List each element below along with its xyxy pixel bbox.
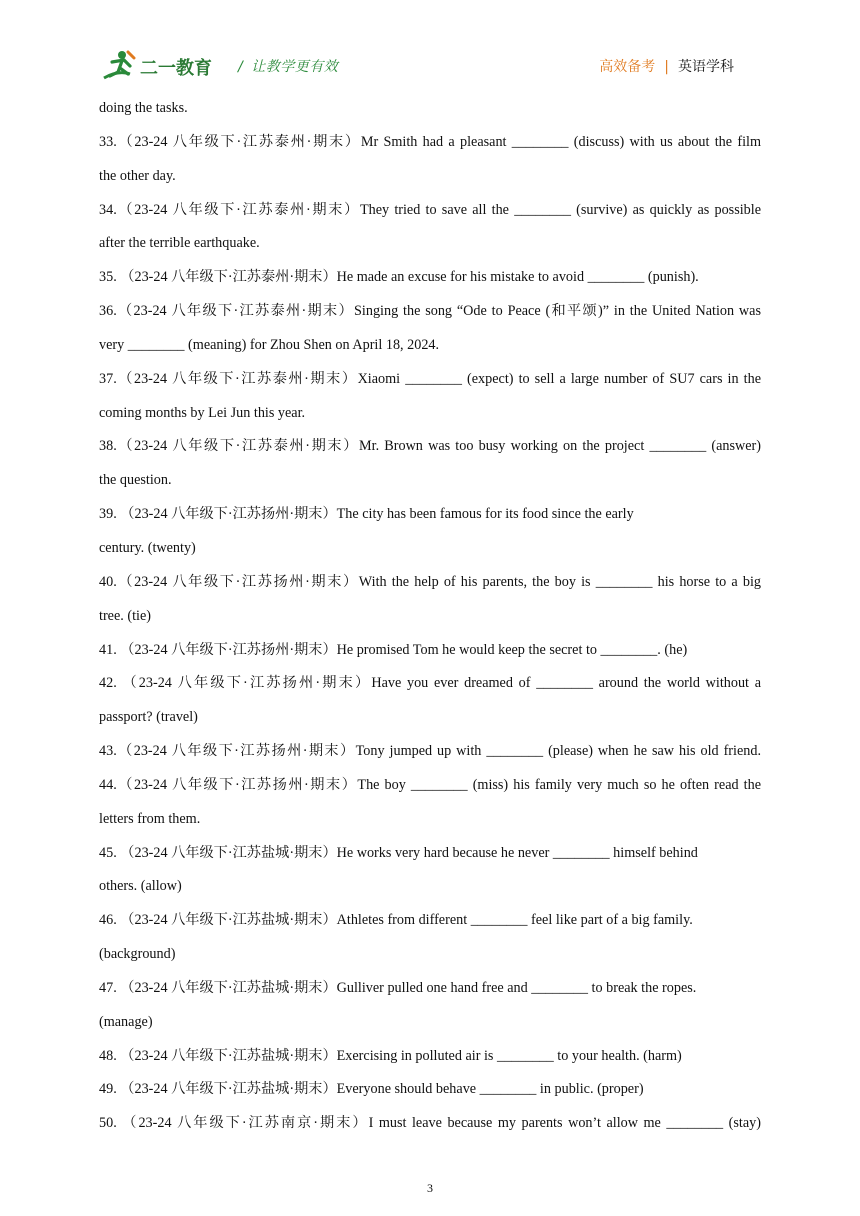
text-line: 38.（23-24 八年级下·江苏泰州·期末）Mr. Brown was too busy working on the project ________ (answer)	[99, 438, 761, 455]
text-line: passport? (travel)	[99, 709, 198, 726]
text-line: 43.（23-24 八年级下·江苏扬州·期末）Tony jumped up with ________ (please) when he saw his old friend.	[99, 743, 761, 760]
text-line: 47. （23-24 八年级下·江苏盐城·期末）Gulliver pulled one hand free and ________ to break the ropes.	[99, 979, 697, 996]
logo-text: 二一教育	[140, 58, 212, 79]
text-line: 33.（23-24 八年级下·江苏泰州·期末）Mr Smith had a pleasant ________ (discuss) with us about the film	[99, 133, 761, 150]
text-line: 48. （23-24 八年级下·江苏盐城·期末）Exercising in polluted air is ________ to your health. (harm)	[99, 1047, 682, 1064]
text-line: the other day.	[99, 167, 176, 184]
text-line: (manage)	[99, 1013, 153, 1030]
text-line: 44.（23-24 八年级下·江苏扬州·期末）The boy ________ (miss) his family very much so he often read the	[99, 776, 761, 793]
text-line: 34.（23-24 八年级下·江苏泰州·期末）They tried to save all the ________ (survive) as quickly as possible	[99, 201, 761, 218]
text-line: after the terrible earthquake.	[99, 235, 260, 252]
text-line: 49. （23-24 八年级下·江苏盐城·期末）Everyone should behave ________ in public. (proper)	[99, 1081, 644, 1098]
text-line: 42. （23-24 八年级下·江苏扬州·期末）Have you ever dreamed of ________ around the world without a	[99, 675, 761, 692]
text-line: century. (twenty)	[99, 539, 196, 556]
text-line: 46. （23-24 八年级下·江苏盐城·期末）Athletes from different ________ feel like part of a big family.	[99, 912, 693, 929]
text-line: (background)	[99, 946, 176, 963]
text-line: the question.	[99, 472, 172, 489]
text-line: 36.（23-24 八年级下·江苏泰州·期末）Singing the song “Ode to Peace (和平颂)” in the United Nation was	[99, 303, 761, 320]
text-line: 45. （23-24 八年级下·江苏盐城·期末）He works very hard because he never ________ himself behind	[99, 844, 698, 861]
header-right: 高效备考 | 英语学科	[599, 59, 734, 75]
text-line: letters from them.	[99, 810, 201, 827]
text-line: tree. (tie)	[99, 607, 151, 624]
text-line: doing the tasks.	[99, 100, 188, 116]
text-line: 41. （23-24 八年级下·江苏扬州·期末）He promised Tom he would keep the secret to ________. (he)	[99, 641, 688, 658]
logo	[100, 48, 230, 84]
text-line: others. (allow)	[99, 878, 182, 895]
text-line: 39. （23-24 八年级下·江苏扬州·期末）The city has been famous for its food since the early	[99, 506, 634, 523]
subject-label: 英语学科	[678, 59, 734, 75]
slogan: / 让教学更有效	[238, 59, 339, 75]
exam-label: 高效备考	[599, 59, 656, 75]
text-line: 40.（23-24 八年级下·江苏扬州·期末）With the help of his parents, the boy is ________ his horse to a big	[99, 573, 761, 590]
text-line: 37.（23-24 八年级下·江苏泰州·期末）Xiaomi ________ (expect) to sell a large number of SU7 cars in the	[99, 370, 761, 387]
exercise-list	[99, 96, 761, 1145]
text-line: 50. （23-24 八年级下·江苏南京·期末）I must leave because my parents won’t allow me ________ (stay)	[99, 1115, 761, 1132]
text-line: coming months by Lei Jun this year.	[99, 404, 306, 421]
page-header	[100, 46, 760, 86]
page-number: 3	[427, 1181, 433, 1195]
text-line: 35. （23-24 八年级下·江苏泰州·期末）He made an excuse for his mistake to avoid ________ (punish).	[99, 269, 699, 286]
text-line: very ________ (meaning) for Zhou Shen on April 18, 2024.	[99, 336, 440, 353]
